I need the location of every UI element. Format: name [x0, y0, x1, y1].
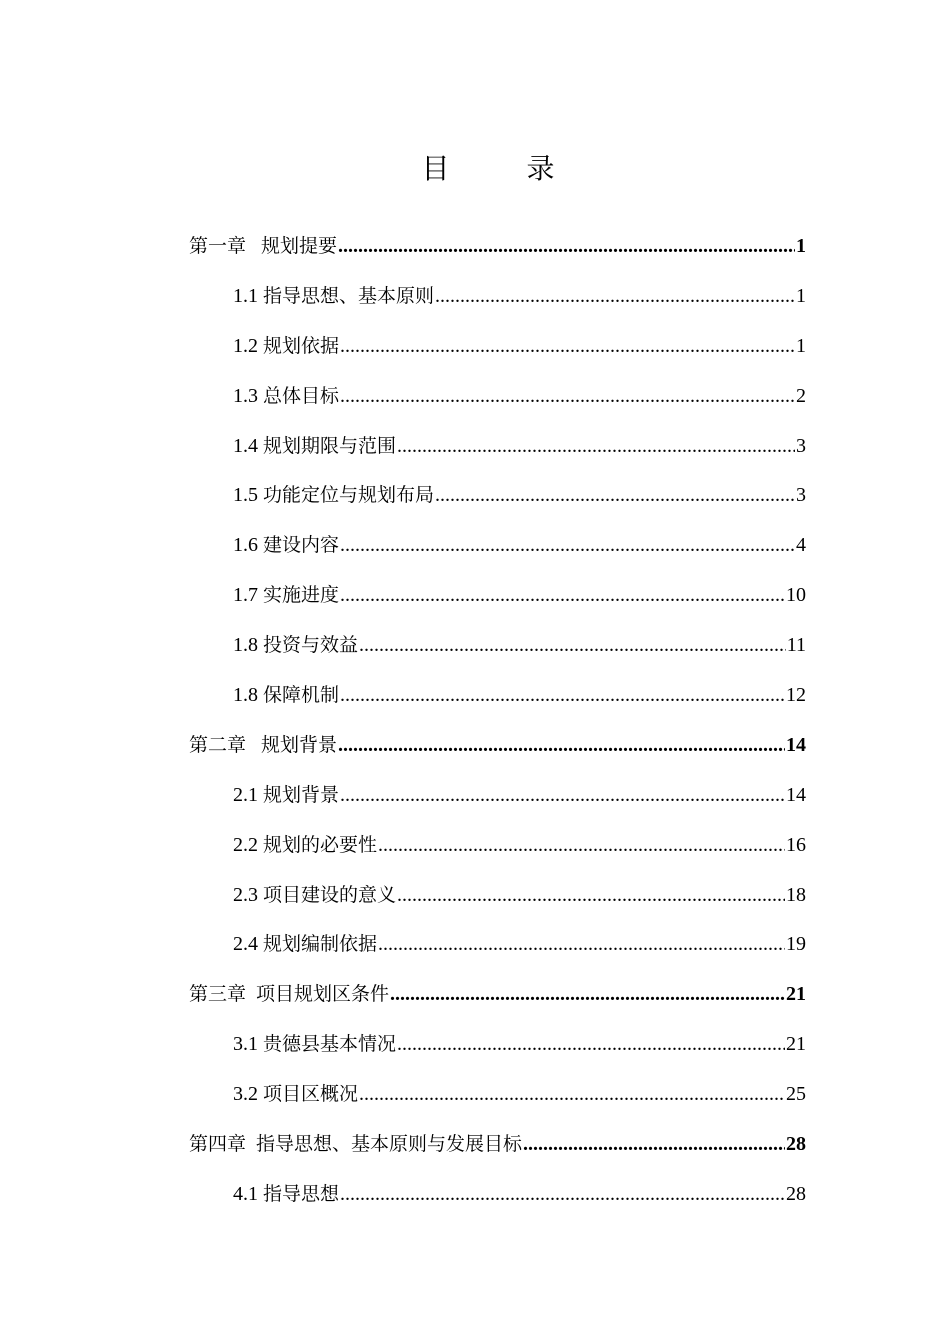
- toc-entry-number: 1.8: [233, 634, 258, 657]
- toc-entry-title: 规划提要: [261, 235, 338, 257]
- toc-entry-label: [233, 521, 339, 571]
- toc-entry-title: 规划背景: [261, 733, 338, 756]
- toc-entry-title: 规划期限与范围: [263, 434, 397, 457]
- toc-page-number: 16: [786, 833, 806, 856]
- toc-dot-leader: [359, 621, 786, 671]
- toc-chapter-entry[interactable]: [189, 721, 806, 771]
- toc-entry-number: 1.4: [233, 434, 258, 457]
- toc-entry-title: 规划依据: [263, 334, 340, 357]
- toc-page-number: 21: [786, 1033, 806, 1056]
- toc-entry-label: [233, 1170, 339, 1220]
- toc-page-number: 1: [796, 284, 806, 307]
- toc-entry-label: [189, 970, 389, 1020]
- toc-entry-number: 2.2: [233, 833, 258, 856]
- toc-entry-number: 2.1: [233, 783, 258, 806]
- toc-entry-number: 1.5: [233, 484, 258, 507]
- toc-dot-leader: [338, 222, 795, 272]
- toc-page-number: 14: [786, 783, 806, 806]
- toc-entry-title: 投资与效益: [263, 634, 359, 657]
- toc-entry-title: 项目规划区条件: [256, 983, 390, 1006]
- toc-entry-label: [189, 721, 337, 771]
- toc-entry-number: 3.1: [233, 1033, 258, 1056]
- toc-page-number: 14: [786, 733, 806, 756]
- toc-section-entry[interactable]: [189, 821, 806, 871]
- toc-entry-label: [233, 571, 339, 621]
- toc-dot-leader: [397, 422, 795, 472]
- toc-section-entry[interactable]: [189, 571, 806, 621]
- toc-page-number: 10: [786, 584, 806, 607]
- toc-section-entry[interactable]: [189, 272, 806, 322]
- toc-entry-label: [233, 272, 434, 322]
- toc-entry-number: 3.2: [233, 1083, 258, 1106]
- toc-entry-title: 功能定位与规划布局: [263, 484, 435, 507]
- toc-entry-label: [233, 1070, 358, 1120]
- toc-dot-leader: [523, 1120, 785, 1170]
- toc-section-entry[interactable]: [189, 322, 806, 372]
- toc-section-entry[interactable]: [189, 471, 806, 521]
- toc-page-number: 1: [796, 235, 806, 257]
- toc-entry-title: 指导思想、基本原则: [263, 284, 435, 307]
- toc-entry-label: [233, 621, 358, 671]
- toc-page-number: 19: [786, 933, 806, 956]
- toc-page-number: 1: [796, 334, 806, 357]
- toc-dot-leader: [435, 471, 795, 521]
- toc-entry-number: 第二章: [189, 733, 247, 756]
- toc-dot-leader: [338, 721, 785, 771]
- toc-dot-leader: [397, 1020, 785, 1070]
- toc-entry-number: 1.2: [233, 334, 258, 357]
- toc-dot-leader: [359, 1070, 785, 1120]
- toc-dot-leader: [378, 821, 785, 871]
- toc-entry-number: 第四章: [189, 1133, 247, 1156]
- toc-entry-label: [233, 871, 396, 921]
- toc-dot-leader: [390, 970, 785, 1020]
- toc-entry-label: [233, 821, 377, 871]
- toc-section-entry[interactable]: [189, 771, 806, 821]
- toc-dot-leader: [340, 372, 795, 422]
- toc-entry-title: 建设内容: [263, 534, 340, 557]
- toc-dot-leader: [340, 771, 785, 821]
- toc-title: 目 录: [421, 151, 589, 185]
- toc-chapter-entry[interactable]: [189, 222, 806, 272]
- toc-page-number: 3: [796, 434, 806, 457]
- toc-section-entry[interactable]: [189, 671, 806, 721]
- toc-entry-number: 2.4: [233, 933, 258, 956]
- toc-section-entry[interactable]: [189, 1170, 806, 1220]
- toc-section-entry[interactable]: [189, 1020, 806, 1070]
- toc-entry-title: 贵德县基本情况: [263, 1033, 397, 1056]
- toc-dot-leader: [340, 521, 795, 571]
- toc-page-number: 11: [786, 634, 806, 657]
- toc-dot-leader: [340, 571, 785, 621]
- toc-section-entry[interactable]: [189, 1070, 806, 1120]
- toc-entry-title: 规划的必要性: [263, 833, 378, 856]
- toc-page-number: 21: [786, 983, 806, 1006]
- toc-entry-label: [233, 372, 339, 422]
- toc-page-number: 3: [796, 484, 806, 507]
- toc-section-entry[interactable]: [189, 521, 806, 571]
- toc-entry-title: 规划背景: [263, 783, 340, 806]
- toc-section-entry[interactable]: [189, 621, 806, 671]
- toc-entry-title: 项目区概况: [263, 1083, 359, 1106]
- toc-entry-title: 项目建设的意义: [263, 883, 397, 906]
- toc-page-number: 18: [786, 883, 806, 906]
- toc-page-number: 28: [786, 1182, 806, 1205]
- toc-entry-label: [233, 771, 339, 821]
- toc-page-number: 12: [786, 684, 806, 707]
- toc-dot-leader: [397, 871, 785, 921]
- toc-dot-leader: [340, 1170, 785, 1220]
- toc-entry-label: [189, 222, 337, 272]
- toc-entry-number: 第三章: [189, 983, 247, 1006]
- toc-entry-title: 指导思想: [263, 1182, 340, 1205]
- toc-chapter-entry[interactable]: [189, 1120, 806, 1170]
- toc-entry-number: 1.7: [233, 584, 258, 607]
- toc-entry-label: [233, 471, 434, 521]
- toc-entry-number: 1.3: [233, 384, 258, 407]
- toc-entry-title: 保障机制: [263, 684, 340, 707]
- toc-page-number: 2: [796, 384, 806, 407]
- toc-list: [189, 222, 806, 1220]
- toc-entry-number: 1.6: [233, 534, 258, 557]
- toc-entry-label: [189, 1120, 522, 1170]
- toc-entry-title: 指导思想、基本原则与发展目标: [256, 1133, 523, 1156]
- toc-entry-number: 第一章: [189, 235, 247, 257]
- toc-entry-number: 4.1: [233, 1182, 258, 1205]
- toc-page-number: 4: [796, 534, 806, 557]
- toc-dot-leader: [435, 272, 795, 322]
- toc-page-number: 25: [786, 1083, 806, 1106]
- toc-entry-label: [233, 920, 377, 970]
- toc-entry-number: 2.3: [233, 883, 258, 906]
- toc-entry-title: 规划编制依据: [263, 933, 378, 956]
- toc-section-entry[interactable]: [189, 920, 806, 970]
- toc-page-number: 28: [786, 1133, 806, 1156]
- toc-entry-label: [233, 422, 396, 472]
- toc-dot-leader: [340, 671, 785, 721]
- toc-section-entry[interactable]: [189, 372, 806, 422]
- toc-entry-label: [233, 671, 339, 721]
- toc-chapter-entry[interactable]: [189, 970, 806, 1020]
- toc-entry-title: 总体目标: [263, 384, 340, 407]
- toc-entry-label: [233, 322, 339, 372]
- toc-dot-leader: [340, 322, 795, 372]
- toc-entry-label: [233, 1020, 396, 1070]
- toc-section-entry[interactable]: [189, 422, 806, 472]
- toc-entry-number: 1.8: [233, 684, 258, 707]
- toc-entry-number: 1.1: [233, 284, 258, 307]
- toc-section-entry[interactable]: [189, 871, 806, 921]
- toc-dot-leader: [378, 920, 785, 970]
- toc-entry-title: 实施进度: [263, 584, 340, 607]
